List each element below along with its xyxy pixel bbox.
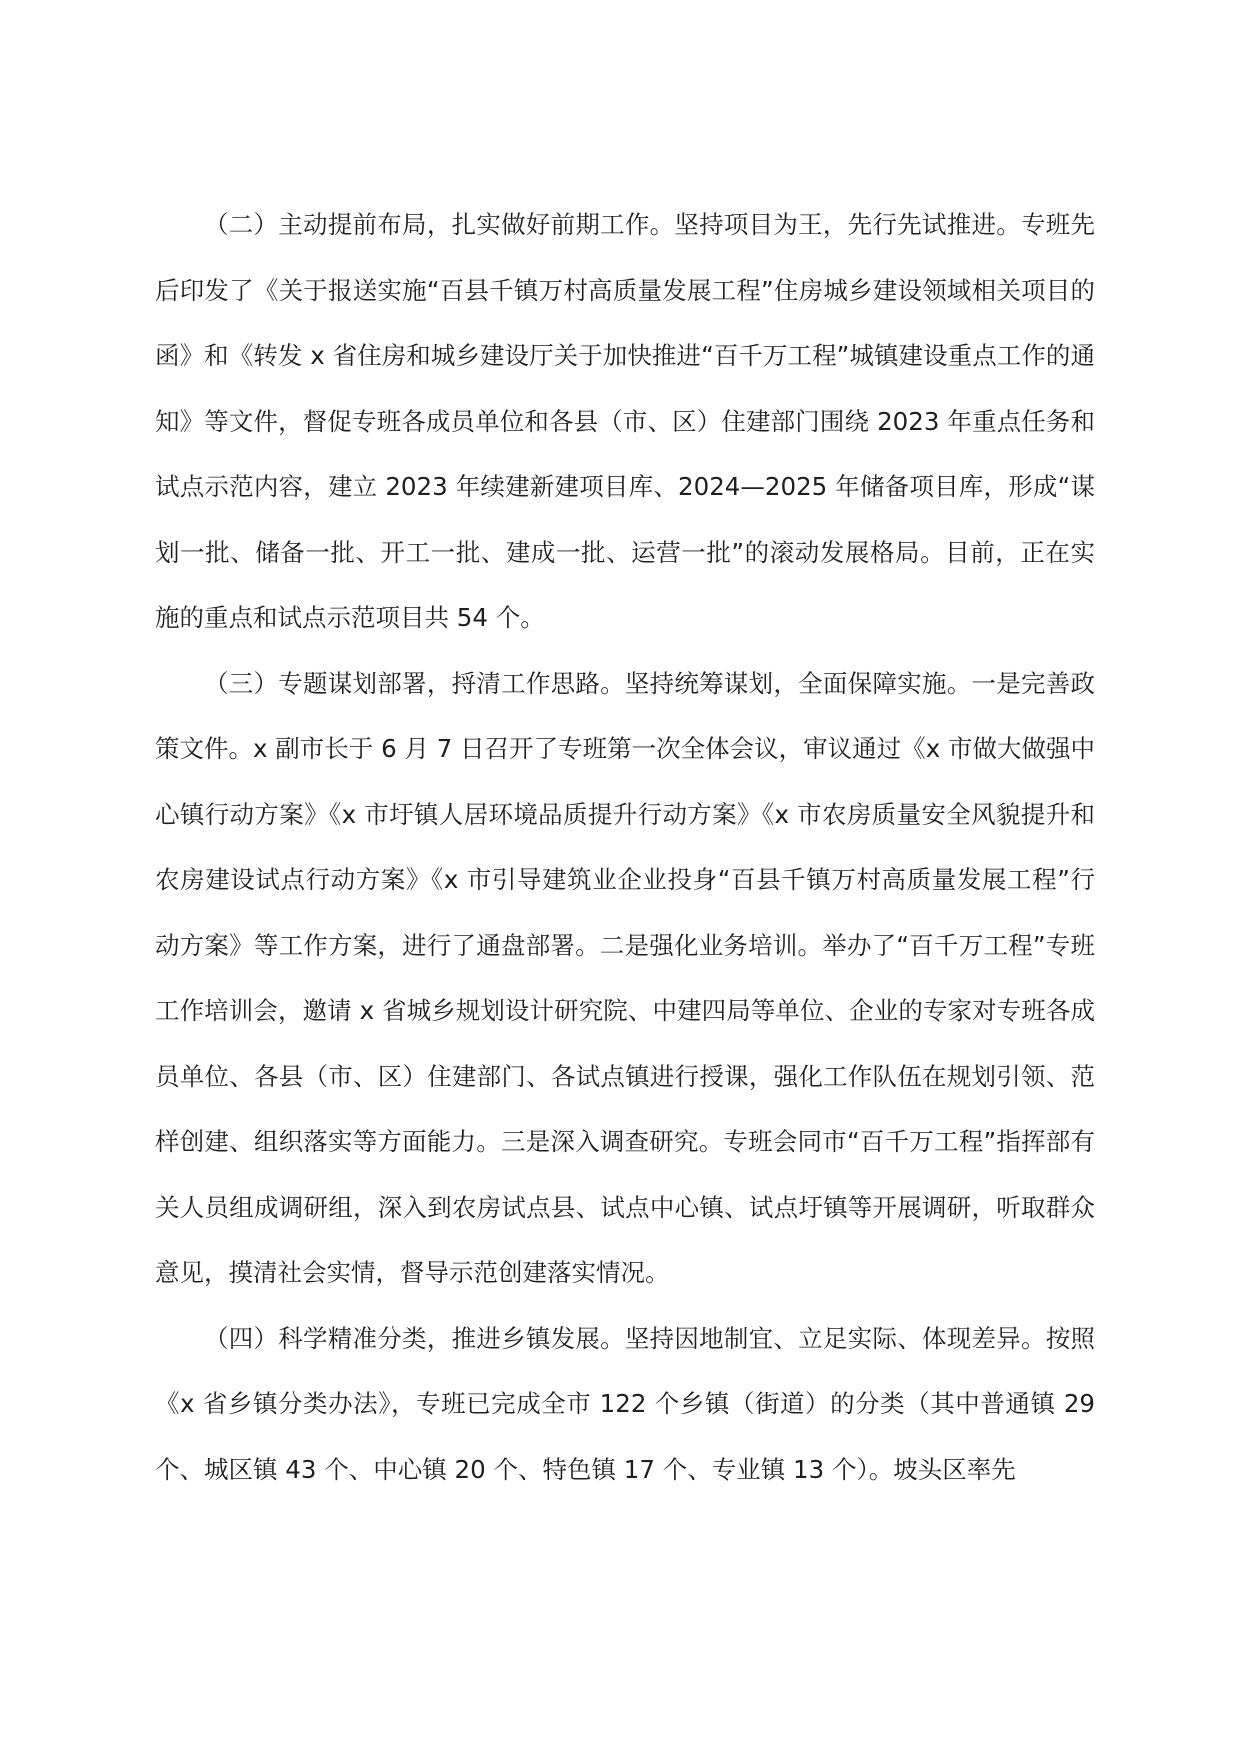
paragraph-section-3: （三）专题谋划部署，捋清工作思路。坚持统筹谋划，全面保障实施。一是完善政策文件。x 副市长于 6 月 7 日召开了专班第一次全体会议，审议通过《x 市做大做强中心镇行动方案》《x 市圩镇人居环境品质提升行动方案》《x 市农房质量安全风貌提升和农房建设试点行动方案》《x 市引导建筑业企业投身“百县千镇万村高质量发展工程”行动方案》等工作方案，进行了通盘部署。二是强化业务培训。举办了“百千万工程”专班工作培训会，邀请 x 省城乡规划设计研究院、中建四局等单位、企业的专家对专班各成员单位、各县（市、区）住建部门、各试点镇进行授课，强化工作队伍在规划引领、范样创建、组织落实等方面能力。三是深入调查研究。专班会同市“百千万工程”指挥部有关人员组成调研组，深入到农房试点县、试点中心镇、试点圩镇等开展调研，听取群众意见，摸清社会实情，督导示范创建落实情况。	[155, 668, 1095, 1287]
document-body	[155, 192, 1095, 1502]
paragraph-section-2: （二）主动提前布局，扎实做好前期工作。坚持项目为王，先行先试推进。专班先后印发了《关于报送实施“百县千镇万村高质量发展工程”住房城乡建设领域相关项目的函》和《转发 x 省住房和城乡建设厅关于加快推进“百千万工程”城镇建设重点工作的通知》等文件，督促专班各成员单位和各县（市、区）住建部门围绕 2023 年重点任务和试点示范内容，建立 2023 年续建新建项目库、2024—2025 年储备项目库，形成“谋划一批、储备一批、开工一批、建成一批、运营一批”的滚动发展格局。目前，正在实施的重点和试点示范项目共 54 个。	[155, 210, 1095, 632]
paragraph-section-4: （四）科学精准分类，推进乡镇发展。坚持因地制宜、立足实际、体现差异。按照《x 省乡镇分类办法》，专班已完成全市 122 个乡镇（街道）的分类（其中普通镇 29 个、城区镇 43 个、中心镇 20 个、特色镇 17 个、专业镇 13 个）。坡头区率先	[155, 1323, 1095, 1484]
